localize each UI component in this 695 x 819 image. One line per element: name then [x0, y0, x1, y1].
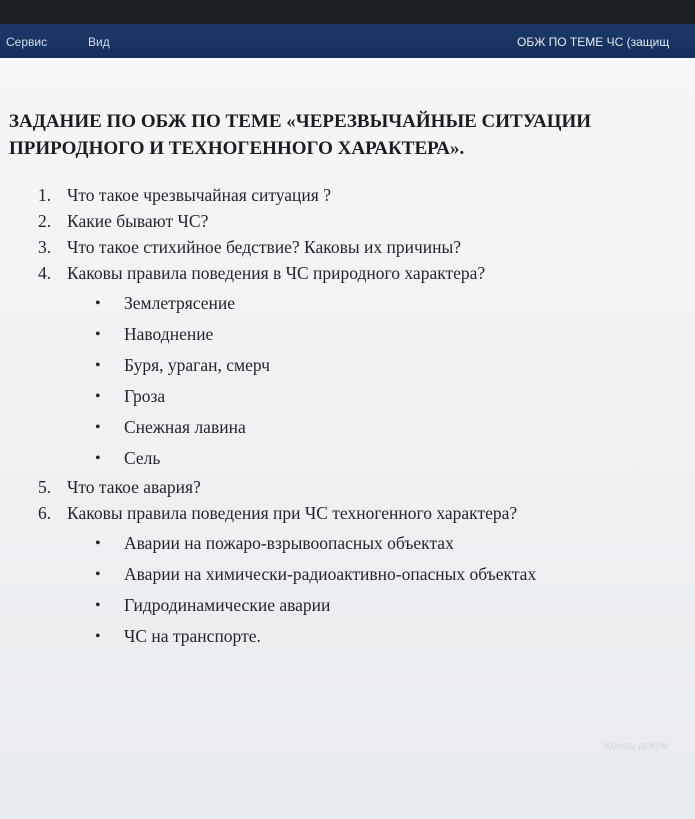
bullet-item — [0, 528, 695, 559]
document-heading — [9, 108, 695, 162]
bullet-item — [0, 381, 695, 412]
question-text: Что такое стихийное бедствие? Каковы их причины? — [67, 237, 462, 257]
bullet-icon: • — [95, 628, 101, 645]
question-text: Что такое чрезвычайная ситуация ? — [67, 185, 331, 205]
question-text: Какие бывают ЧС? — [67, 211, 209, 231]
heading-line-2: ПРИРОДНОГО И ТЕХНОГЕННОГО ХАРАКТЕРА». — [9, 138, 465, 159]
bullet-icon: • — [95, 450, 101, 467]
question-item — [0, 500, 695, 528]
question-item — [0, 234, 695, 260]
question-item — [0, 260, 695, 288]
bullet-item — [0, 590, 695, 621]
end-of-document-note: Конец докум — [604, 740, 669, 752]
bullet-item — [0, 443, 695, 474]
menu-service[interactable]: Сервис — [6, 35, 48, 49]
bullet-text: Гроза — [124, 386, 166, 406]
bullet-icon: • — [95, 357, 101, 374]
bullet-icon: • — [95, 566, 101, 583]
question-number: 2. — [38, 211, 52, 231]
bullet-text: Сель — [124, 448, 161, 468]
bullet-icon: • — [95, 597, 101, 614]
question-number: 3. — [38, 237, 52, 257]
bullet-item — [0, 559, 695, 590]
question-text: Что такое авария? — [67, 477, 201, 497]
heading-line-1: ЗАДАНИЕ ПО ОБЖ ПО ТЕМЕ «ЧЕРЕЗВЫЧАЙНЫЕ СИТУАЦИИ — [9, 111, 592, 132]
question-number: 5. — [38, 477, 52, 497]
bullet-text: ЧС на транспорте. — [124, 626, 261, 646]
menu-bar — [0, 24, 695, 58]
question-number: 1. — [38, 185, 52, 205]
bullet-item — [0, 319, 695, 350]
question-text: Каковы правила поведения при ЧС техногенного характера? — [67, 503, 518, 523]
bullet-text: Гидродинамические аварии — [124, 595, 331, 615]
question-list — [0, 182, 695, 652]
screen-top-bezel — [0, 0, 695, 24]
bullet-icon: • — [95, 419, 101, 436]
bullet-item — [0, 288, 695, 319]
question-item — [0, 208, 695, 234]
question-item — [0, 474, 695, 500]
document-page — [0, 58, 695, 819]
menu-view[interactable]: Вид — [88, 35, 110, 49]
bullet-text: Буря, ураган, смерч — [124, 355, 270, 375]
bullet-item — [0, 412, 695, 443]
bullet-icon: • — [95, 295, 101, 312]
bullet-text: Аварии на химически-радиоактивно-опасных объектах — [124, 564, 537, 584]
question-text: Каковы правила поведения в ЧС природного характера? — [67, 263, 486, 283]
question-number: 4. — [38, 263, 52, 283]
bullet-icon: • — [95, 326, 101, 343]
window-title: ОБЖ ПО ТЕМЕ ЧС (защищ — [517, 35, 670, 49]
bullet-text: Наводнение — [124, 324, 214, 344]
bullet-text: Землетрясение — [124, 293, 236, 313]
question-item — [0, 182, 695, 208]
bullet-text: Аварии на пожаро-взрывоопасных объектах — [124, 533, 454, 553]
bullet-icon: • — [95, 388, 101, 405]
bullet-item — [0, 350, 695, 381]
bullet-item — [0, 621, 695, 652]
bullet-icon: • — [95, 535, 101, 552]
bullet-text: Снежная лавина — [124, 417, 246, 437]
question-number: 6. — [38, 503, 52, 523]
